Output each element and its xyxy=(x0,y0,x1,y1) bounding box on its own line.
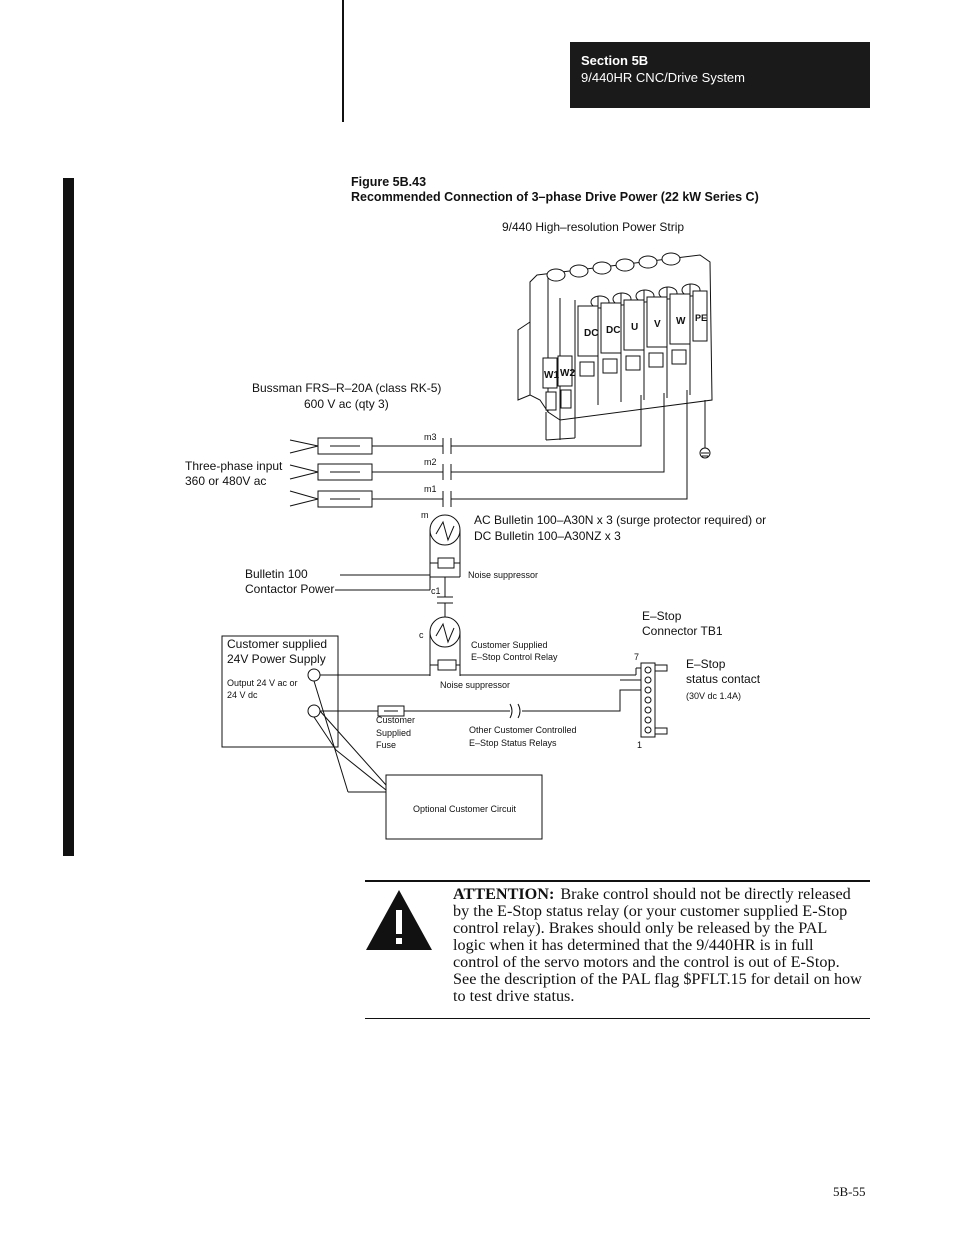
page-number: 5B-55 xyxy=(833,1184,866,1199)
attention-notice xyxy=(453,886,863,1005)
figure-title: Recommended Connection of 3–phase Drive Power (22 kW Series C) xyxy=(351,190,759,204)
bulletin-dc-label: DC Bulletin 100–A30NZ x 3 xyxy=(474,529,621,543)
attention-bottom-rule xyxy=(365,1018,870,1019)
estop-connector-label: E–Stop xyxy=(642,609,682,623)
input-voltage-label: 360 or 480V ac xyxy=(185,474,267,488)
warning-triangle-icon xyxy=(364,888,434,954)
attention-top-rule xyxy=(365,880,870,882)
other-relays-label: Other Customer Controlled xyxy=(469,725,577,735)
supply-output-label: Output 24 V ac or xyxy=(227,678,298,688)
supply-title-label: Customer supplied xyxy=(227,637,328,651)
contact-m2-label: m2 xyxy=(424,457,437,467)
noise-suppressor-2-label: Noise suppressor xyxy=(440,680,511,690)
estop-status-contact-label: status contact xyxy=(686,672,761,686)
customer-relay-type-label: E–Stop Control Relay xyxy=(471,652,558,662)
optional-circuit-label: Optional Customer Circuit xyxy=(413,804,517,814)
coil-c-label: c xyxy=(419,630,424,640)
estop-rating-label: (30V dc 1.4A) xyxy=(686,691,742,701)
terminal-label: DC xyxy=(606,325,621,336)
terminal-label: DC xyxy=(584,328,599,339)
other-relays-status-label: E–Stop Status Relays xyxy=(469,738,557,748)
contactor-power-label: Contactor Power xyxy=(245,582,335,596)
tb1-pin1-label: 1 xyxy=(637,740,643,750)
terminal-label: W2 xyxy=(560,368,575,379)
customer-fuse-label: Customer xyxy=(376,715,416,725)
attention-body: Brake control should not be directly released by the E-Stop status relay (or your customer supplied E-Stop control relay). Brakes should only be released by the PAL logic when it has determined that the 9/440HR is in full control of the servo motors and the control is out of E-Stop. See the description of the PAL flag $PFLT.15 for detail on how to test drive status. xyxy=(453,885,862,1005)
terminal-label: W xyxy=(676,316,686,327)
contact-m3-label: m3 xyxy=(424,432,437,442)
supply-output-dc-label: 24 V dc xyxy=(227,690,258,700)
customer-relay-label: Customer Supplied xyxy=(471,640,548,650)
terminal-label: V xyxy=(654,319,661,330)
terminal-label: U xyxy=(631,322,639,333)
bulletin100-label: Bulletin 100 xyxy=(245,567,308,581)
noise-suppressor-label: Noise suppressor xyxy=(468,570,539,580)
supply-type-label: 24V Power Supply xyxy=(227,652,326,666)
estop-status-label: E–Stop xyxy=(686,657,726,671)
input-label: Three-phase input xyxy=(185,459,283,473)
tb1-pin7-label: 7 xyxy=(634,652,640,662)
fuse-rating-label: 600 V ac (qty 3) xyxy=(304,397,389,411)
section-title: Section 5B xyxy=(581,53,649,68)
fuse-spec-label: Bussman FRS–R–20A (class RK-5) xyxy=(252,381,442,395)
figure-number: Figure 5B.43 xyxy=(351,175,427,189)
bulletin-ac-label: AC Bulletin 100–A30N x 3 (surge protector required) or xyxy=(474,513,767,527)
coil-m-label: m xyxy=(421,510,429,520)
contact-c1-label: c1 xyxy=(431,586,441,596)
terminal-label: W1 xyxy=(544,370,559,381)
control-circuit xyxy=(222,515,667,839)
estop-connector-tb1-label: Connector TB1 xyxy=(642,624,723,638)
customer-fuse-fuse-label: Fuse xyxy=(376,740,397,750)
terminal-label: PE xyxy=(695,313,708,323)
attention-label: ATTENTION: xyxy=(453,885,555,903)
customer-fuse-supplied-label: Supplied xyxy=(376,728,412,738)
contact-m1-label: m1 xyxy=(424,484,437,494)
power-strip-drawing xyxy=(518,253,712,440)
power-strip-label: 9/440 High–resolution Power Strip xyxy=(502,220,685,234)
section-subtitle: 9/440HR CNC/Drive System xyxy=(581,70,745,85)
